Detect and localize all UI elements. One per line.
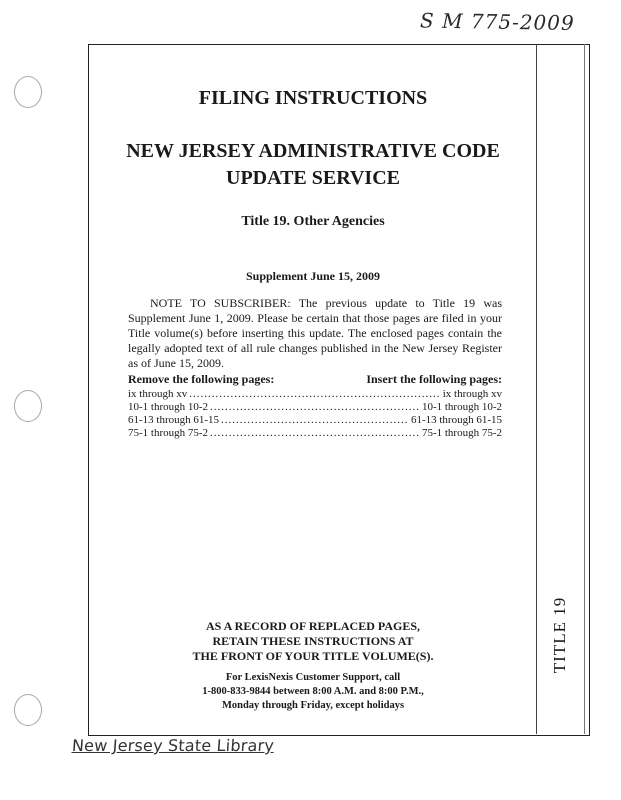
pages-table [128, 372, 502, 440]
insert-pages: 75-1 through 75-2 [421, 427, 502, 439]
handwritten-note: S M 775-2009 [419, 8, 575, 36]
table-row [128, 427, 502, 440]
dot-leader [210, 401, 420, 414]
support-line: Monday through Friday, except holidays [221, 700, 405, 711]
remove-header: Remove the following pages: [128, 372, 275, 386]
punch-hole [14, 694, 42, 726]
insert-header: Insert the following pages: [366, 372, 502, 386]
dot-leader [189, 388, 440, 401]
remove-pages: 61-13 through 61-15 [128, 414, 220, 426]
subtitle-line: UPDATE SERVICE [226, 167, 400, 189]
supplement-date: Supplement June 15, 2009 [245, 269, 381, 283]
record-notice-line: AS A RECORD OF REPLACED PAGES, [205, 619, 421, 633]
insert-pages: 10-1 through 10-2 [421, 401, 502, 413]
punch-hole [14, 390, 42, 422]
table-row [128, 388, 502, 401]
agency-title: Title 19. Other Agencies [241, 214, 385, 229]
table-row [128, 414, 502, 427]
record-notice-line: RETAIN THESE INSTRUCTIONS AT [212, 634, 414, 648]
title-tab-label: TITLE 19 [550, 596, 569, 674]
dot-leader [221, 414, 409, 427]
insert-pages: ix through xv [442, 388, 502, 400]
tab-edge [584, 44, 585, 734]
subtitle [88, 138, 538, 192]
dot-leader [210, 427, 420, 440]
record-notice-line: THE FRONT OF YOUR TITLE VOLUME(S). [192, 649, 434, 663]
remove-pages: ix through xv [128, 388, 188, 400]
customer-support [88, 671, 538, 713]
support-line: For LexisNexis Customer Support, call [225, 672, 401, 683]
remove-pages: 75-1 through 75-2 [128, 427, 209, 439]
punch-hole [14, 76, 42, 108]
record-notice [88, 619, 538, 664]
support-line: 1-800-833-9844 between 8:00 A.M. and 8:00 P.M., [202, 686, 424, 697]
library-stamp: New Jersey State Library [71, 736, 275, 755]
note-to-subscriber: NOTE TO SUBSCRIBER: The previous update to Title 19 was Supplement June 1, 2009. Please be certain that those pages are filed in your Title volume(s) before inserting this update. The enclosed pages contain the legally adopted text of all rule changes published in the New Jersey Register as of June 15, 2009. [128, 296, 502, 370]
pages-table-header [128, 372, 502, 387]
page-title: FILING INSTRUCTIONS [198, 87, 428, 109]
subtitle-line: NEW JERSEY ADMINISTRATIVE CODE [126, 140, 500, 162]
table-row [128, 401, 502, 414]
insert-pages: 61-13 through 61-15 [410, 414, 502, 426]
remove-pages: 10-1 through 10-2 [128, 401, 209, 413]
